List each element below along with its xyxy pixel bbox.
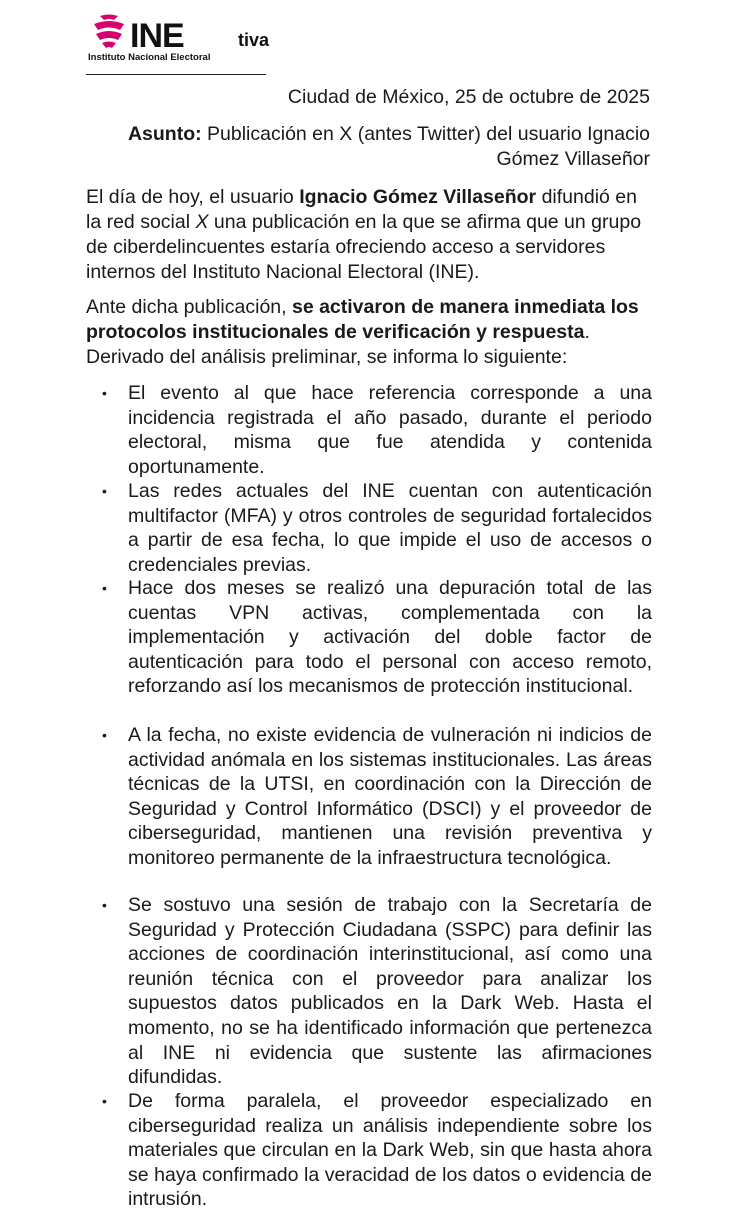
intro-text-b: difundió en la red social — [86, 186, 637, 233]
list-item-text: Se sostuvo una sesión de trabajo con la Secretaría de Seguridad y Protección Ciudadana (SSPC) para definir las acciones de coordinación interinstitucional, así como una reunión técnica con el proveedor para analizar los supuestos datos publicados en la Dark Web. Hasta el momento, no se ha identificado información que pertenezca al INE ni evidencia que sustente las afirmaciones difundidas. — [128, 894, 652, 1089]
intro-text-a: El día de hoy, el usuario — [86, 186, 300, 208]
logo-ine-text: INE — [130, 17, 184, 55]
list-item — [86, 723, 652, 893]
list-item-text: Hace dos meses se realizó una depuración total de las cuentas VPN activas, complementada con la implementación y activación del doble factor de autenticación para todo el personal con acceso remoto, reforzando así los mecanismos de protección institucional. — [128, 577, 652, 698]
intro-paragraph — [86, 185, 652, 285]
bullet-icon: • — [102, 385, 107, 401]
subject-line — [90, 122, 650, 172]
ine-logo-mark-icon — [90, 14, 128, 50]
intro-text-c: una publicación en la que se afirma que un grupo de ciberdelincuentes estaría ofreciendo acceso a servidores internos del Instituto Nacional Electoral (INE). — [86, 211, 642, 283]
user-name: Ignacio Gómez Villaseñor — [299, 186, 537, 208]
response-bold-text: se activaron de manera inmediata los protocolos institucionales de verificación y respuesta — [86, 296, 639, 343]
response-text-b: . Derivado del análisis preliminar, se informa lo siguiente: — [86, 321, 590, 368]
bullet-icon: • — [102, 580, 107, 596]
list-item-text: El evento al que hace referencia corresponde a una incidencia registrada el año pasado, durante el periodo electoral, misma que fue atendida y contenida oportunamente. — [128, 382, 652, 478]
bullet-icon: • — [102, 727, 107, 743]
list-item — [86, 893, 652, 1089]
list-item — [86, 479, 652, 576]
bullet-icon: • — [102, 1093, 107, 1109]
date-line: Ciudad de México, 25 de octubre de 2025 — [287, 86, 650, 108]
list-item-text: De forma paralela, el proveedor especializado en ciberseguridad realiza un análisis independiente sobre los materiales que circulan en la Dark Web, sin que hasta ahora se haya confirmado la veracidad de los datos o evidencia de intrusión. — [128, 1090, 652, 1211]
findings-list — [86, 381, 652, 1212]
list-item — [86, 381, 652, 479]
response-paragraph — [86, 295, 652, 370]
bullet-icon: • — [102, 483, 107, 499]
list-item — [86, 1089, 652, 1212]
response-text-a: Ante dicha publicación, — [86, 296, 292, 318]
logo-suffix-text: tiva — [238, 30, 270, 50]
network-name: X — [195, 211, 209, 233]
subject-label: Asunto: — [127, 123, 202, 145]
subject-text: Publicación en X (antes Twitter) del usuario Ignacio Gómez Villaseñor — [207, 123, 650, 170]
logo-subtitle: Instituto Nacional Electoral — [88, 52, 211, 63]
list-item-text: A la fecha, no existe evidencia de vulneración ni indicios de actividad anómala en los sistemas institucionales. Las áreas técnicas de la UTSI, en coordinación con la Dirección de Seguridad y Control Informático (DSCI) y el proveedor de ciberseguridad, mantienen una revisión preventiva y monitoreo permanente de la infraestructura tecnológica. — [128, 724, 652, 869]
bullet-icon: • — [102, 897, 107, 913]
list-item — [86, 576, 652, 723]
header-divider — [86, 74, 266, 75]
ine-logo — [86, 14, 276, 66]
list-item-text: Las redes actuales del INE cuentan con autenticación multifactor (MFA) y otros controles de seguridad fortalecidos a partir de esa fecha, lo que impide el uso de accesos o credenciales previas. — [128, 480, 652, 576]
